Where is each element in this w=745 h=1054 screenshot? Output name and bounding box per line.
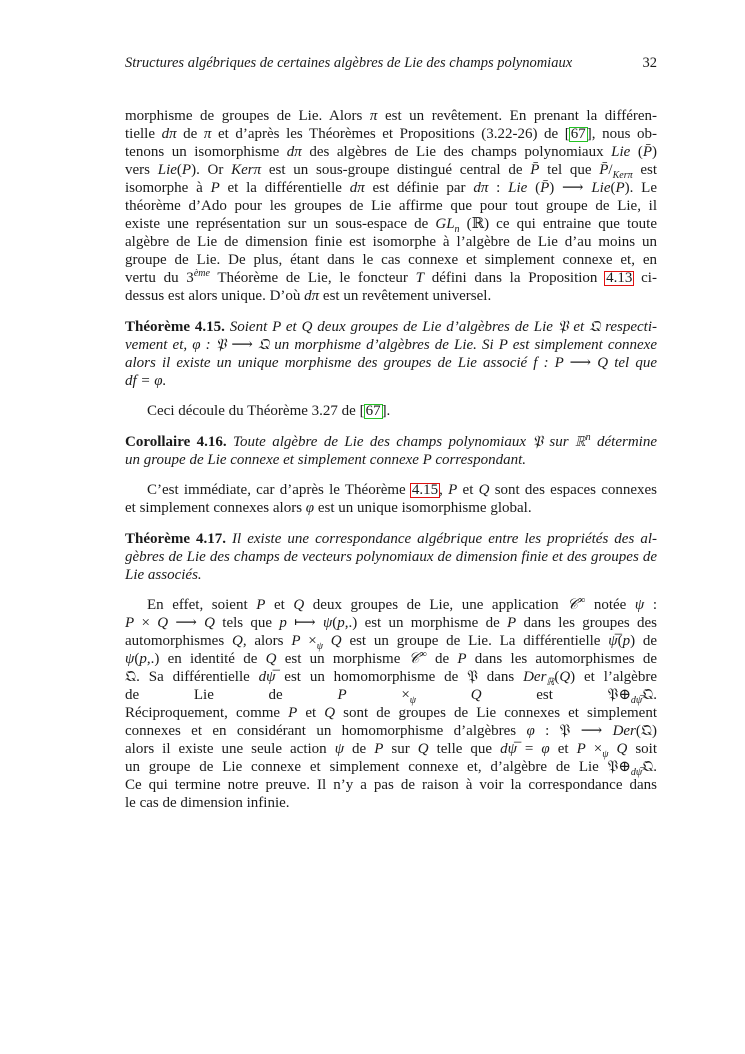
text-run: morphisme de groupes de Lie. Alors <box>125 108 370 124</box>
text-run: et <box>265 597 294 613</box>
text-run: détermine <box>590 433 657 450</box>
text-run: et simplement connexes alors <box>125 500 306 516</box>
text-line <box>125 251 657 269</box>
text-run: est un revêtement universel. <box>319 288 492 304</box>
text-run: En effet, soient <box>147 597 257 613</box>
text-run: ⟶ <box>168 615 205 631</box>
text-run: Réciproquement, comme <box>125 705 289 721</box>
text-run: ⟼ <box>286 615 323 631</box>
theorem-label: Théorème 4.15. <box>125 318 225 335</box>
subscript: ψ <box>316 641 323 652</box>
text-run: Lie associés. <box>125 566 202 583</box>
math-symbol: P <box>291 633 301 649</box>
text-run: ( <box>554 669 560 685</box>
math-symbol: Q <box>330 633 342 649</box>
text-run: × <box>346 687 410 703</box>
text-run <box>416 687 471 703</box>
paragraph <box>125 481 657 517</box>
text-run: Soient P et Q deux groupes de Lie d’algèbres de Lie 𝔓 et 𝔔 respecti- <box>224 318 657 335</box>
text-run: est un morphisme <box>276 651 409 667</box>
superscript: ∞ <box>578 595 586 606</box>
text-run: , <box>439 482 449 498</box>
text-run: sur <box>383 741 418 757</box>
text-run: ( <box>527 180 541 196</box>
text-line <box>125 632 657 650</box>
math-symbol: Lie <box>508 180 528 196</box>
text-run: est un sous-groupe distingué central de <box>261 162 531 178</box>
theorem-block <box>125 433 657 469</box>
text-run: ( <box>176 162 182 178</box>
math-symbol: Q <box>324 705 336 721</box>
text-line <box>125 794 657 812</box>
text-line <box>125 179 657 197</box>
text-line <box>125 530 657 548</box>
text-line <box>125 776 657 794</box>
math-symbol: P <box>125 615 135 631</box>
text-run: alors il existe une seule action <box>125 741 335 757</box>
text-line <box>125 318 657 336</box>
text-line <box>125 499 657 517</box>
math-symbol: P <box>210 180 220 196</box>
text-run: algèbre de Lie de dimension finie est isomorphe à l’algèbre de Lie d’au moins un <box>125 234 657 250</box>
text-line <box>125 548 657 566</box>
math-symbol: P̄ <box>599 162 609 178</box>
text-run: de <box>426 651 458 667</box>
paragraph <box>125 596 657 812</box>
text-run: ) de <box>630 633 658 649</box>
text-line <box>125 481 657 499</box>
subscript: ψ <box>409 695 416 706</box>
text-run: tielle <box>125 126 162 142</box>
text-line <box>125 566 657 584</box>
text-run: (𝔔) <box>635 723 658 739</box>
subscript: dψ̅ <box>630 767 643 778</box>
math-symbol: Q <box>470 687 482 703</box>
math-symbol: P <box>576 741 586 757</box>
text-run: dessus est alors unique. D’où <box>125 288 305 304</box>
math-symbol: Q <box>559 669 571 685</box>
text-run: df = φ. <box>125 372 167 389</box>
math-symbol: Q <box>478 482 490 498</box>
text-run: / <box>608 162 613 178</box>
text-run: Il existe une correspondance algébrique entre les propriétés des al- <box>226 530 657 547</box>
text-line <box>125 704 657 722</box>
text-run: gèbres de Lie des champs de vecteurs polynomiaux de dimension finie et des groupes de <box>125 548 657 565</box>
cross-reference-link[interactable]: 4.15 <box>411 482 439 498</box>
text-run: : 𝔓 ⟶ <box>534 723 613 739</box>
text-run: ci- <box>633 270 657 286</box>
math-symbol: φ <box>526 723 535 739</box>
math-symbol: ψ <box>634 597 645 613</box>
math-symbol: p <box>279 615 287 631</box>
text-line <box>125 758 657 776</box>
text-run: ) <box>652 144 657 160</box>
text-line <box>125 143 657 161</box>
text-run: ) et l’algèbre <box>570 669 657 685</box>
text-line <box>125 433 657 451</box>
text-run: × <box>585 741 603 757</box>
text-run: existe une représentation sur un sous-espace de <box>125 216 436 232</box>
text-line <box>125 596 657 614</box>
math-symbol: Lie <box>157 162 177 178</box>
text-run: connexes et en considérant un homomorphisme d’algèbres <box>125 723 527 739</box>
text-line <box>125 650 657 668</box>
text-line <box>125 722 657 740</box>
math-symbol: P <box>448 482 458 498</box>
paragraph-gap <box>125 305 657 318</box>
page-number: 32 <box>642 55 657 71</box>
text-line <box>125 336 657 354</box>
text-run: de <box>176 126 204 142</box>
text-run: de Lie de <box>125 687 338 703</box>
text-run: Toute algèbre de Lie des champs polynomiaux 𝔓 sur ℝ <box>226 433 586 450</box>
math-symbol: φ <box>305 500 315 516</box>
math-symbol: dπ <box>286 144 302 160</box>
cross-reference-link[interactable]: 4.13 <box>606 270 633 286</box>
text-line <box>125 125 657 143</box>
math-symbol: 𝒞 <box>567 597 579 613</box>
citation-link[interactable]: 67 <box>570 126 586 142</box>
math-symbol: Q <box>204 615 215 631</box>
text-run: 𝔔. <box>642 687 657 703</box>
text-line <box>125 614 657 632</box>
text-line <box>125 215 657 233</box>
text-run: (ℝ) ce qui entraine que toute <box>459 216 657 232</box>
theorem-block <box>125 318 657 390</box>
math-symbol: P̄ <box>642 144 652 160</box>
citation-link[interactable]: 67 <box>365 403 381 419</box>
text-run: sont de groupes de Lie connexes et simplement <box>335 705 657 721</box>
math-symbol: dπ <box>161 126 177 142</box>
subscript: Kerπ <box>612 170 633 181</box>
text-run: vement et, φ : 𝔓 ⟶ 𝔔 un morphisme d’algèbres de Lie. Si P est simplement connexe <box>125 336 657 353</box>
superscript: ∞ <box>419 649 427 660</box>
text-run: des algèbres de Lie des champs polynomiaux <box>301 144 612 160</box>
text-run: Théorème de Lie, le foncteur <box>209 270 416 286</box>
page-body <box>125 107 657 812</box>
text-run: ( <box>630 144 643 160</box>
math-symbol: φ <box>541 741 550 757</box>
running-title: Structures algébriques de certaines algèbres de Lie des champs polynomiaux <box>125 55 573 71</box>
subscript: n <box>454 224 460 235</box>
math-symbol: P <box>181 162 192 178</box>
text-run: tel que <box>539 162 600 178</box>
math-symbol: GL <box>435 216 455 232</box>
text-run: automorphismes <box>125 633 232 649</box>
text-run: de <box>344 741 375 757</box>
text-line <box>125 161 657 179</box>
math-symbol: Q <box>293 597 305 613</box>
math-symbol: ψ <box>334 741 345 757</box>
text-run: ). Or <box>191 162 232 178</box>
math-symbol: Der <box>612 723 636 739</box>
text-run: alors il existe un unique morphisme des groupes de Lie associé f : P ⟶ Q tel que <box>125 354 657 371</box>
subscript: ψ <box>602 749 609 760</box>
text-run: C’est immédiate, car d’après le Théorème <box>147 482 411 498</box>
text-run: dans les automorphismes de <box>466 651 657 667</box>
text-run: ) ⟶ <box>549 180 592 196</box>
text-run: Ceci découle du Théorème 3.27 de [ <box>147 403 365 419</box>
paragraph-gap <box>125 390 657 403</box>
text-run: : <box>488 180 509 196</box>
text-line <box>125 197 657 215</box>
text-run: est un groupe de Lie. La différentielle <box>341 633 609 649</box>
theorem-label: Théorème 4.17. <box>125 530 226 547</box>
math-symbol: P <box>615 180 625 196</box>
math-symbol: dψ̅ <box>258 669 276 685</box>
superscript: ème <box>193 268 210 279</box>
paragraph-gap <box>125 517 657 530</box>
theorem-label: Corollaire 4.16. <box>125 433 227 450</box>
math-symbol: p <box>337 615 345 631</box>
math-symbol: π <box>369 108 378 124</box>
text-run: telle que <box>428 741 501 757</box>
math-symbol: T <box>415 270 424 286</box>
text-run: ( <box>134 651 140 667</box>
theorem-block <box>125 530 657 584</box>
text-run: tels que <box>215 615 280 631</box>
math-symbol: dπ <box>473 180 489 196</box>
text-run: est définie par <box>364 180 474 196</box>
math-symbol: π <box>203 126 212 142</box>
math-symbol: p <box>139 651 147 667</box>
text-run: ]. <box>381 403 391 419</box>
text-run: vertu du 3 <box>125 270 194 286</box>
text-line <box>125 354 657 372</box>
text-run <box>323 633 331 649</box>
text-run: un groupe de Lie connexe et simplement connexe et, d’algèbre de Lie 𝔓⊕ <box>125 759 631 775</box>
text-run: Ce qui termine notre preuve. Il n’y a pas de raison à voir la correspondance dans <box>125 777 657 793</box>
math-symbol: P̄ <box>530 162 540 178</box>
paragraph-gap <box>125 420 657 433</box>
math-symbol: P <box>288 705 298 721</box>
text-line <box>125 287 657 305</box>
text-run: ,.) est un morphisme de <box>344 615 508 631</box>
text-line <box>125 668 657 686</box>
math-symbol: P <box>337 687 347 703</box>
text-line <box>125 451 657 469</box>
text-run: un groupe de Lie connexe et simplement connexe P correspondant. <box>125 451 527 468</box>
text-run: = <box>516 741 542 757</box>
text-run: et la différentielle <box>219 180 350 196</box>
paragraph <box>125 107 657 305</box>
text-run: × <box>300 633 317 649</box>
text-run: soit <box>627 741 657 757</box>
math-symbol: dπ <box>349 180 365 196</box>
text-run: ( <box>617 633 623 649</box>
math-symbol: dπ <box>304 288 320 304</box>
text-run: sont des espaces connexes <box>489 482 658 498</box>
text-run: ,.) en identité de <box>146 651 266 667</box>
math-symbol: P <box>256 597 266 613</box>
text-line <box>125 107 657 125</box>
math-symbol: ψ <box>322 615 333 631</box>
text-run: est un revêtement. En prenant la différen- <box>377 108 658 124</box>
text-run: deux groupes de Lie, une application <box>304 597 568 613</box>
text-line <box>125 686 657 704</box>
text-run: vers <box>125 162 158 178</box>
text-run: 𝔔. <box>642 759 657 775</box>
text-run: groupe de Lie. De plus, étant dans le cas connexe et simplement connexe et, en <box>125 252 657 268</box>
subscript: dψ̅ <box>630 695 643 706</box>
text-run: × <box>134 615 158 631</box>
math-symbol: Lie <box>611 144 631 160</box>
math-symbol: P <box>507 615 517 631</box>
superscript: n <box>585 431 591 443</box>
text-run: ( <box>332 615 338 631</box>
text-run: et d’après les Théorèmes et Propositions (3.22-26) de [ <box>211 126 570 142</box>
text-run: est un homomorphisme de 𝔓 dans <box>275 669 524 685</box>
text-line <box>125 233 657 251</box>
text-run: est <box>632 162 658 178</box>
paragraph-gap <box>125 469 657 482</box>
text-run: ( <box>610 180 616 196</box>
text-run: le cas de dimension infinie. <box>125 795 290 811</box>
text-run: défini dans la Proposition <box>423 270 606 286</box>
text-line <box>125 402 657 420</box>
text-run: et <box>457 482 479 498</box>
text-run: et <box>297 705 325 721</box>
text-run: théorème d’Ado pour les groupes de Lie affirme que pour tout groupe de Lie, il <box>125 198 657 214</box>
math-symbol: Q <box>417 741 429 757</box>
text-run: , alors <box>242 633 292 649</box>
text-run: : <box>644 597 657 613</box>
text-line <box>125 740 657 758</box>
math-symbol: Lie <box>591 180 611 196</box>
text-run: est un unique isomorphisme global. <box>314 500 532 516</box>
text-line <box>125 269 657 287</box>
text-run: notée <box>585 597 635 613</box>
math-symbol: Q <box>616 741 628 757</box>
text-run: dans les groupes des <box>516 615 657 631</box>
math-symbol: P̄ <box>540 180 550 196</box>
math-symbol: 𝒞 <box>408 651 420 667</box>
math-symbol: Q <box>231 633 243 649</box>
math-symbol: p <box>622 633 631 649</box>
math-symbol: Q <box>157 615 169 631</box>
text-run: tenons un isomorphisme <box>125 144 287 160</box>
text-run: 𝔔. Sa différentielle <box>125 669 259 685</box>
math-symbol: dψ̅ <box>500 741 517 757</box>
math-symbol: ψ <box>125 651 135 667</box>
math-symbol: Kerπ <box>231 162 262 178</box>
paragraph <box>125 402 657 420</box>
math-symbol: ψ̅ <box>608 633 618 649</box>
text-run: ). Le <box>624 180 658 196</box>
math-symbol: Der <box>523 669 547 685</box>
math-symbol: P <box>374 741 384 757</box>
text-line <box>125 372 657 390</box>
math-symbol: Q <box>265 651 277 667</box>
subscript: ℝ <box>546 677 555 688</box>
text-run: isomorphe à <box>125 180 211 196</box>
math-symbol: P <box>457 651 467 667</box>
text-run: est 𝔓⊕ <box>481 687 631 703</box>
text-run: et <box>549 741 577 757</box>
running-header <box>125 55 657 72</box>
text-run: ], nous ob- <box>586 126 657 142</box>
